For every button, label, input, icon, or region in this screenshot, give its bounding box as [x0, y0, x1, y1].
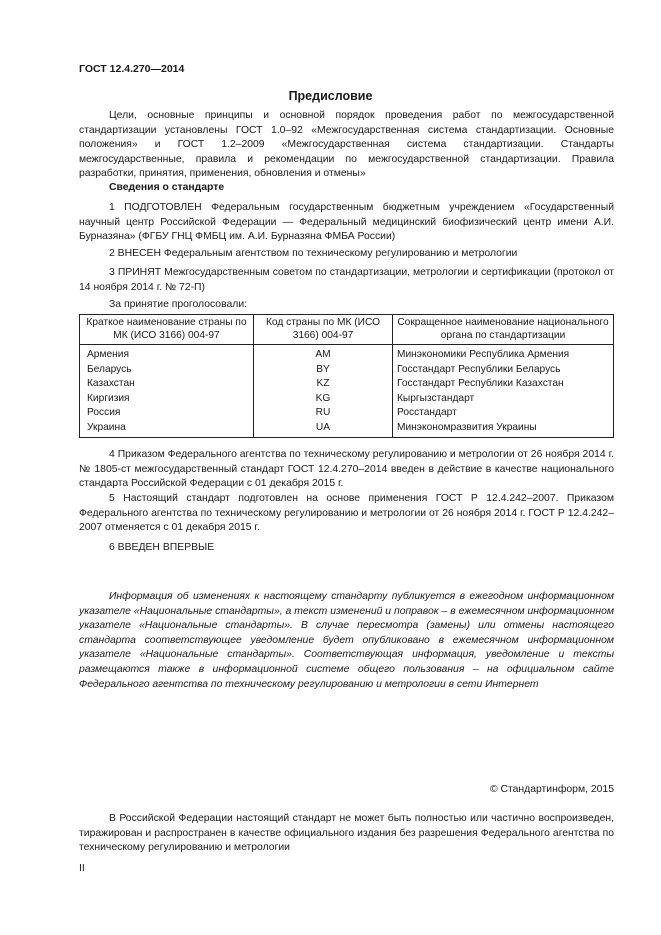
- country-name: Армения: [80, 345, 254, 363]
- table-row: [80, 392, 614, 407]
- copyright-notice: © Стандартинформ, 2015: [489, 784, 614, 795]
- country-code: KZ: [254, 377, 393, 392]
- item-3-paragraph: 3 ПРИНЯТ Межгосударственным советом по стандартизации, метрологии и сертификации (протокол от 14 ноября 2014 г. № 72-П): [79, 267, 614, 293]
- page-number: II: [79, 863, 85, 874]
- country-name: Беларусь: [80, 363, 254, 378]
- header-country-code: Код страны по МК (ИСО 3166) 004-97: [254, 315, 393, 345]
- document-code: ГОСТ 12.4.270—2014: [79, 63, 185, 75]
- table-row: [80, 406, 614, 421]
- item-5-paragraph: 5 Настоящий стандарт подготовлен на основе применения ГОСТ Р 12.4.242–2007. Приказом Федерального агентства по техническому регулированию и метрологии от 26 ноября 2014 г. ГОСТ Р 12.4.242–2007 отменяется с 01 декабря 2015 г.: [79, 493, 614, 534]
- country-name: Казахстан: [80, 377, 254, 392]
- table-row: [80, 363, 614, 378]
- vote-caption: За принятие проголосовали:: [109, 299, 248, 310]
- standards-body: Кыргызстандарт: [393, 392, 614, 407]
- item-4-paragraph: 4 Приказом Федерального агентства по техническому регулированию и метрологии от 26 ноября 2014 г. № 1805-ст межгосударственный стандарт ГОСТ 12.4.270–2014 введен в действие в качестве национального стандарта Российской Федерации с 01 декабря 2015 г.: [79, 449, 614, 490]
- reproduction-notice: В Российской Федерации настоящий стандарт не может быть полностью или частично воспроизведен, тиражирован и распространен в качестве официального издания без разрешения Федерального агентства по техническому регулированию и метрологии: [79, 813, 614, 854]
- item-6-paragraph: 6 ВВЕДЕН ВПЕРВЫЕ: [109, 542, 215, 553]
- table-row: [80, 421, 614, 437]
- changes-info-note: Информация об изменениях к настоящему стандарту публикуется в ежегодном информационном указателе «Национальные стандарты», а текст изменений и поправок – в ежемесячном информационном указателе «Национальные стандарты». В случае пересмотра (замены) или отмены настоящего стандарта соответствующее уведомление будет опубликовано в ежемесячном информационном указателе «Национальные стандарты». Соответствующая информация, уведомление и тексты размещаются также в информационной системе общего пользования – на официальном сайте Федерального агентства по техническому регулированию и метрологии в сети Интернет: [79, 591, 614, 690]
- country-name: Украина: [80, 421, 254, 437]
- country-name: Россия: [80, 406, 254, 421]
- country-code: UA: [254, 421, 393, 437]
- standards-body: Госстандарт Республики Казахстан: [393, 377, 614, 392]
- standards-body: Госстандарт Республики Беларусь: [393, 363, 614, 378]
- voting-table: [79, 314, 614, 438]
- header-country-name: Краткое наименование страны по МК (ИСО 3166) 004-97: [80, 315, 254, 345]
- country-code: AM: [254, 345, 393, 363]
- table-row: [80, 377, 614, 392]
- standards-body: Минэкономики Республика Армения: [393, 345, 614, 363]
- country-name: Киргизия: [80, 392, 254, 407]
- header-standards-body: Сокращенное наименование национального органа по стандартизации: [393, 315, 614, 345]
- table-header-row: [80, 315, 614, 345]
- country-code: KG: [254, 392, 393, 407]
- page-title: Предисловие: [288, 89, 373, 103]
- section-heading: Сведения о стандарте: [109, 182, 225, 193]
- standards-body: Росстандарт: [393, 406, 614, 421]
- item-2-paragraph: 2 ВНЕСЕН Федеральным агентством по техническому регулированию и метрологии: [109, 248, 518, 259]
- intro-paragraph: Цели, основные принципы и основной порядок проведения работ по межгосударственной стандартизации установлены ГОСТ 1.0–92 «Межгосударственная система стандартизации. Основные положения» и ГОСТ 1.2–2009 «Межгосударственная система стандартизации. Стандарты межгосударственные, правила и рекомендации по межгосударственной стандартизации. Правила разработки, принятия, применения, обновления и отмены»: [79, 110, 614, 180]
- table-row: [80, 345, 614, 363]
- item-1-paragraph: 1 ПОДГОТОВЛЕН Федеральным государственным бюджетным учреждением «Государственный научный центр Российской Федерации — Федеральный медицинский биофизический центр имени А.И. Бурназяна» (ФГБУ ГНЦ ФМБЦ им. А.И. Бурназяна ФМБА России): [79, 202, 614, 243]
- country-code: BY: [254, 363, 393, 378]
- standards-body: Минэкономразвития Украины: [393, 421, 614, 437]
- country-code: RU: [254, 406, 393, 421]
